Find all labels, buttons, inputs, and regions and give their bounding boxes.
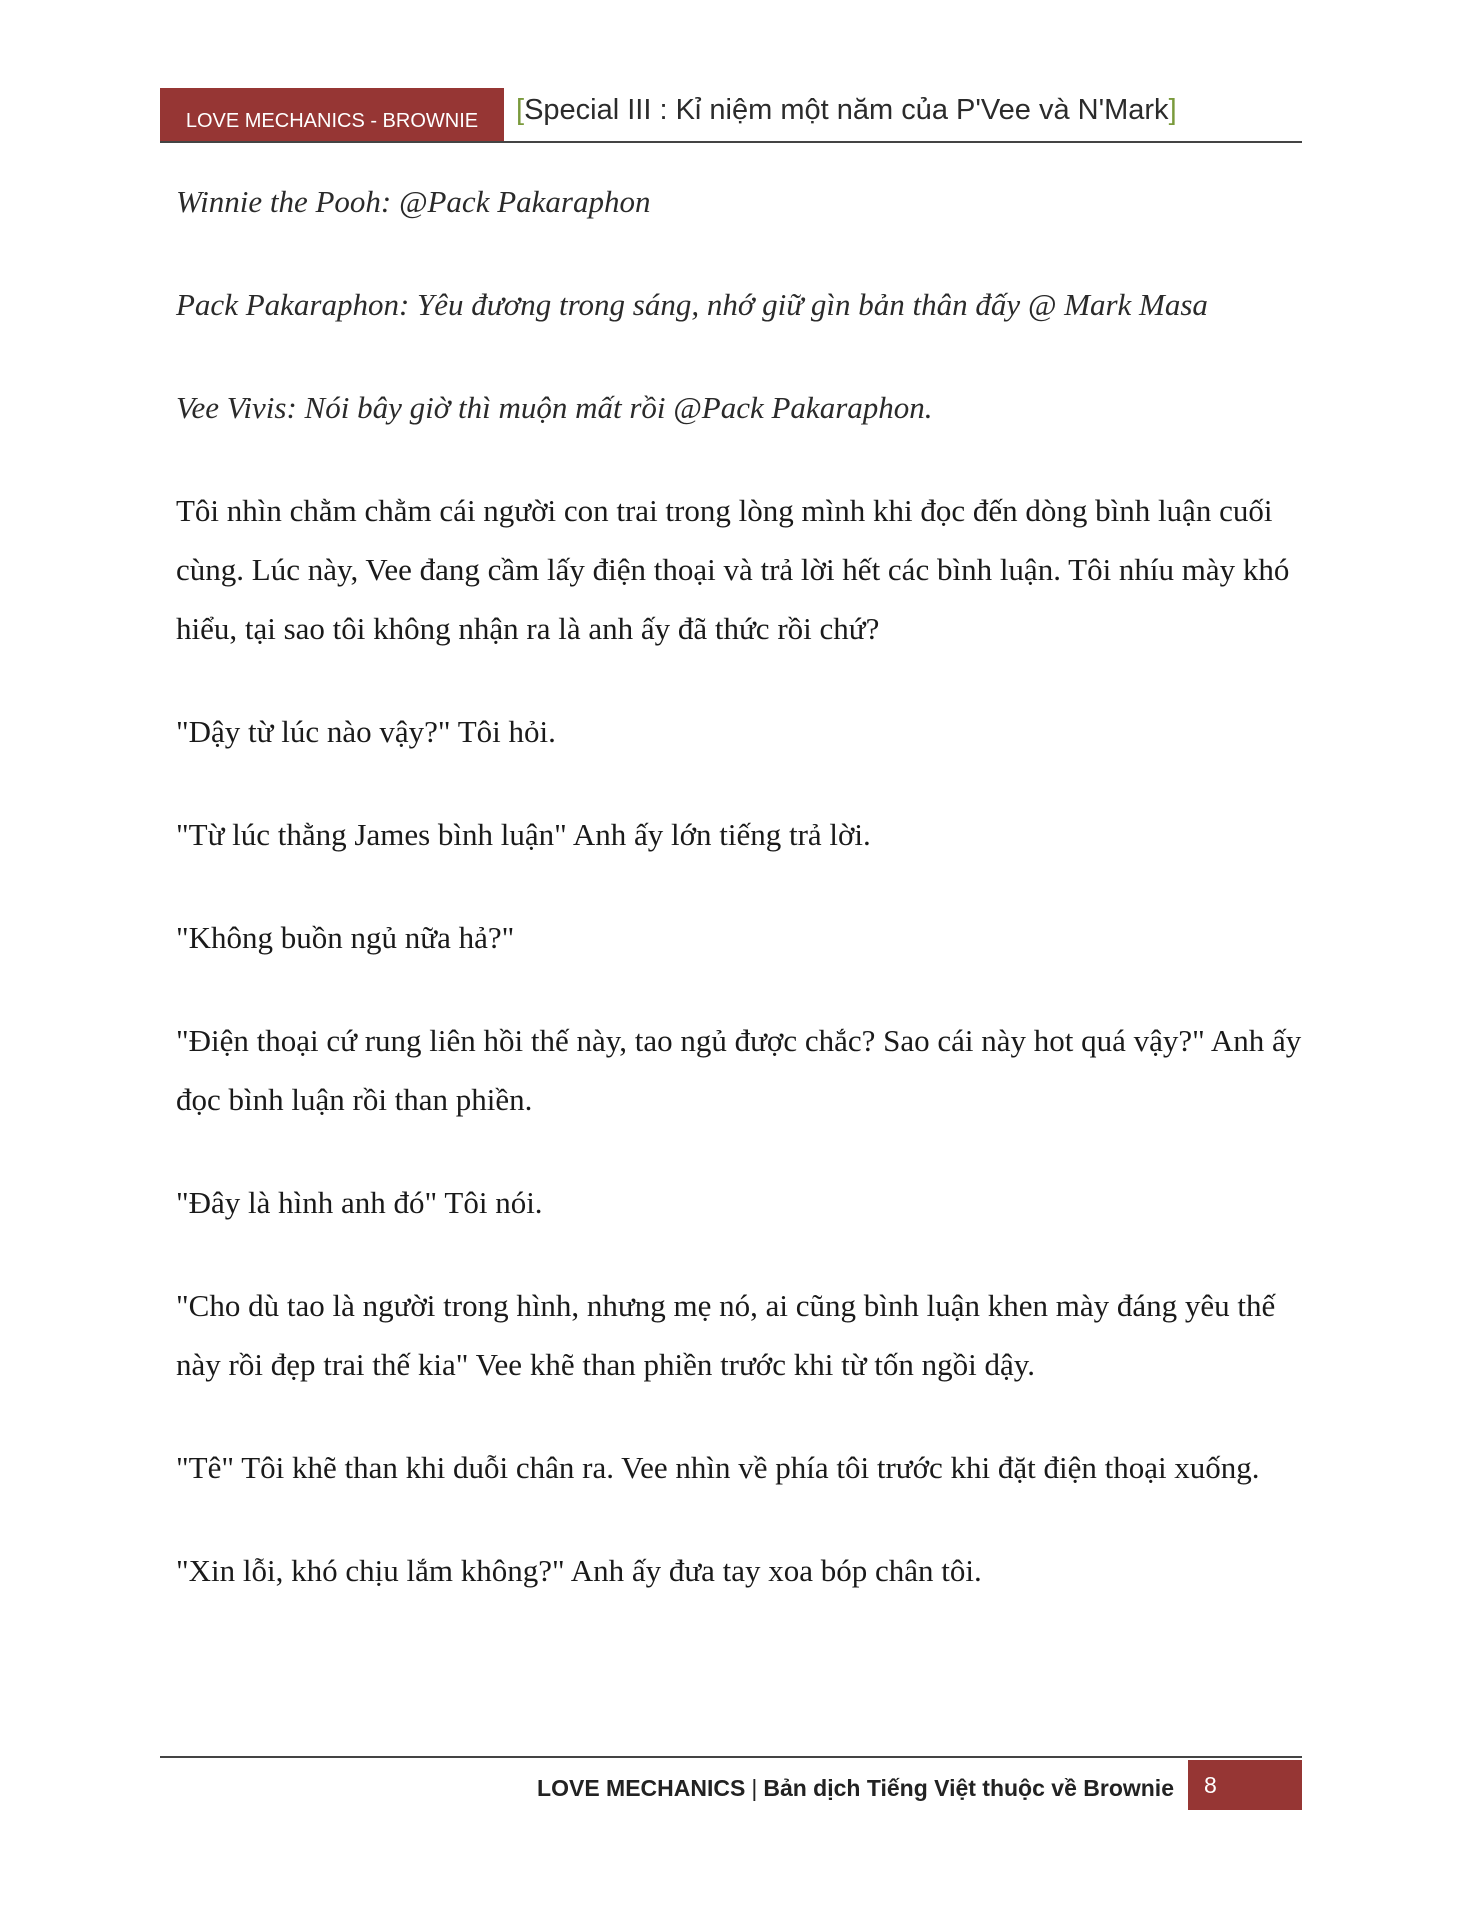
footer-book: LOVE MECHANICS (537, 1775, 746, 1801)
paragraph: Winnie the Pooh: @Pack Pakaraphon (176, 184, 651, 219)
paragraph: Tôi nhìn chằm chằm cái người con trai trong lòng mình khi đọc đến dòng bình luận cuối cùng. Lúc này, Vee đang cầm lấy điện thoại và trả lời hết các bình luận. Tôi nhíu mày khó hiểu, tại sao tôi không nhận ra là anh ấy đã thức rồi chứ? (176, 493, 1290, 646)
paragraph: "Từ lúc thằng James bình luận" Anh ấy lớn tiếng trả lời. (176, 817, 871, 852)
bracket-open: [ (516, 94, 525, 126)
page-footer (537, 1770, 1174, 1806)
footer-divider (160, 1756, 1302, 1758)
paragraph: Vee Vivis: Nói bây giờ thì muộn mất rồi @Pack Pakaraphon. (176, 390, 933, 425)
page-body (176, 172, 1326, 1644)
paragraph: "Tê" Tôi khẽ than khi duỗi chân ra. Vee nhìn về phía tôi trước khi đặt điện thoại xuống. (176, 1450, 1260, 1485)
paragraph: "Điện thoại cứ rung liên hồi thế này, tao ngủ được chắc? Sao cái này hot quá vậy?" Anh ấy đọc bình luận rồi than phiền. (176, 1023, 1302, 1117)
paragraph: "Xin lỗi, khó chịu lắm không?" Anh ấy đưa tay xoa bóp chân tôi. (176, 1553, 982, 1588)
header-divider (160, 141, 1302, 143)
paragraph: Pack Pakaraphon: Yêu đương trong sáng, nhớ giữ gìn bản thân đấy @ Mark Masa (176, 287, 1208, 322)
footer-credit: Bản dịch Tiếng Việt thuộc về Brownie (763, 1775, 1174, 1801)
header-tag: LOVE MECHANICS - BROWNIE (160, 88, 504, 142)
chapter-title-text: Special III : Kỉ niệm một năm của P'Vee và N'Mark (524, 94, 1169, 126)
chapter-title (516, 94, 1177, 127)
paragraph: "Dậy từ lúc nào vậy?" Tôi hỏi. (176, 714, 556, 749)
paragraph: "Đây là hình anh đó" Tôi nói. (176, 1185, 543, 1220)
bracket-close: ] (1168, 94, 1177, 126)
page-number: 8 (1188, 1760, 1302, 1810)
page-header (160, 88, 1302, 142)
paragraph: "Không buồn ngủ nữa hả?" (176, 920, 515, 955)
paragraph: "Cho dù tao là người trong hình, nhưng mẹ nó, ai cũng bình luận khen mày đáng yêu thế này rồi đẹp trai thế kia" Vee khẽ than phiền trước khi từ tốn ngồi dậy. (176, 1288, 1276, 1382)
footer-separator: | (751, 1775, 758, 1801)
